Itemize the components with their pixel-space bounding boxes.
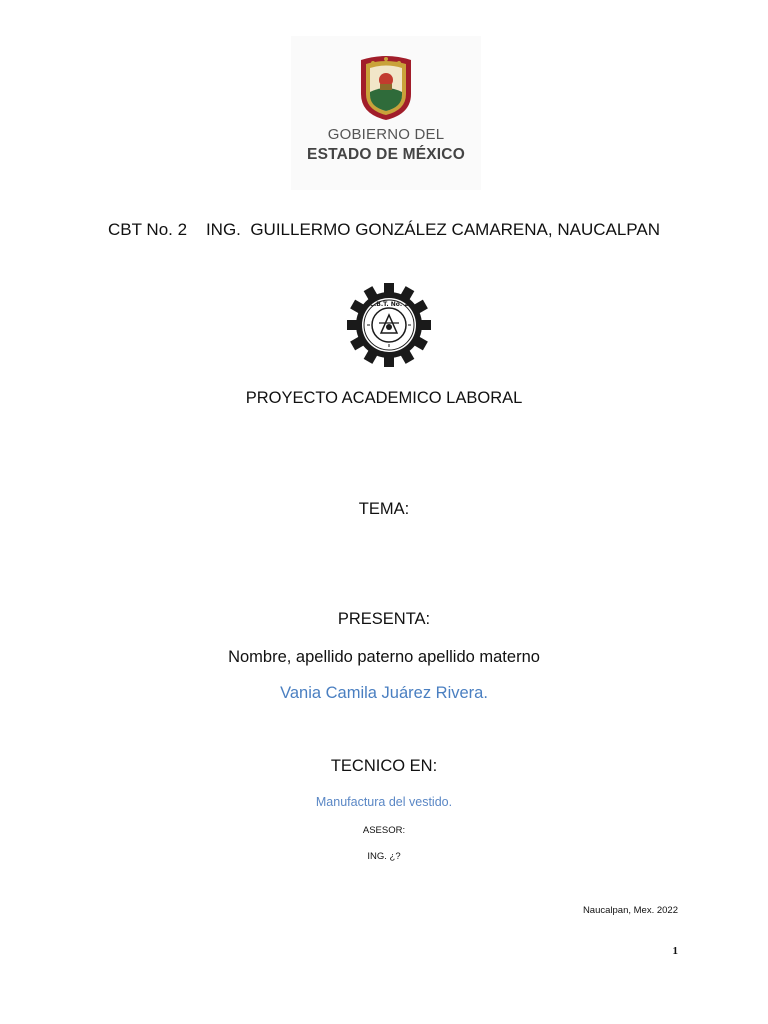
presenta-label: PRESENTA: — [337, 610, 431, 628]
school-title: CBT No. 2 ING. GUILLERMO GONZÁLEZ CAMARENA, NAUCALPAN — [108, 220, 660, 239]
specialty-text: Manufactura del vestido. — [315, 795, 453, 809]
gov-logo-line2: ESTADO DE MÉXICO — [307, 146, 465, 163]
asesor-name: ING. ¿? — [367, 851, 401, 862]
cbt-gear-logo-icon — [346, 282, 432, 368]
name-instruction: Nombre, apellido paterno apellido materno — [228, 648, 540, 666]
asesor-label: ASESOR: — [362, 825, 406, 836]
project-title: PROYECTO ACADEMICO LABORAL — [245, 389, 523, 407]
government-logo — [291, 36, 481, 190]
page-number: 1 — [672, 945, 678, 957]
state-seal-icon — [353, 54, 419, 122]
place-date: Naucalpan, Mex. 2022 — [582, 905, 678, 916]
tecnico-label: TECNICO EN: — [330, 757, 438, 775]
student-name: Vania Camila Juárez Rivera. — [280, 684, 488, 702]
cbt-logo-text: C.B.T. No. 2 — [369, 301, 409, 308]
gov-logo-line1: GOBIERNO DEL — [327, 126, 445, 143]
tema-label: TEMA: — [358, 500, 410, 518]
